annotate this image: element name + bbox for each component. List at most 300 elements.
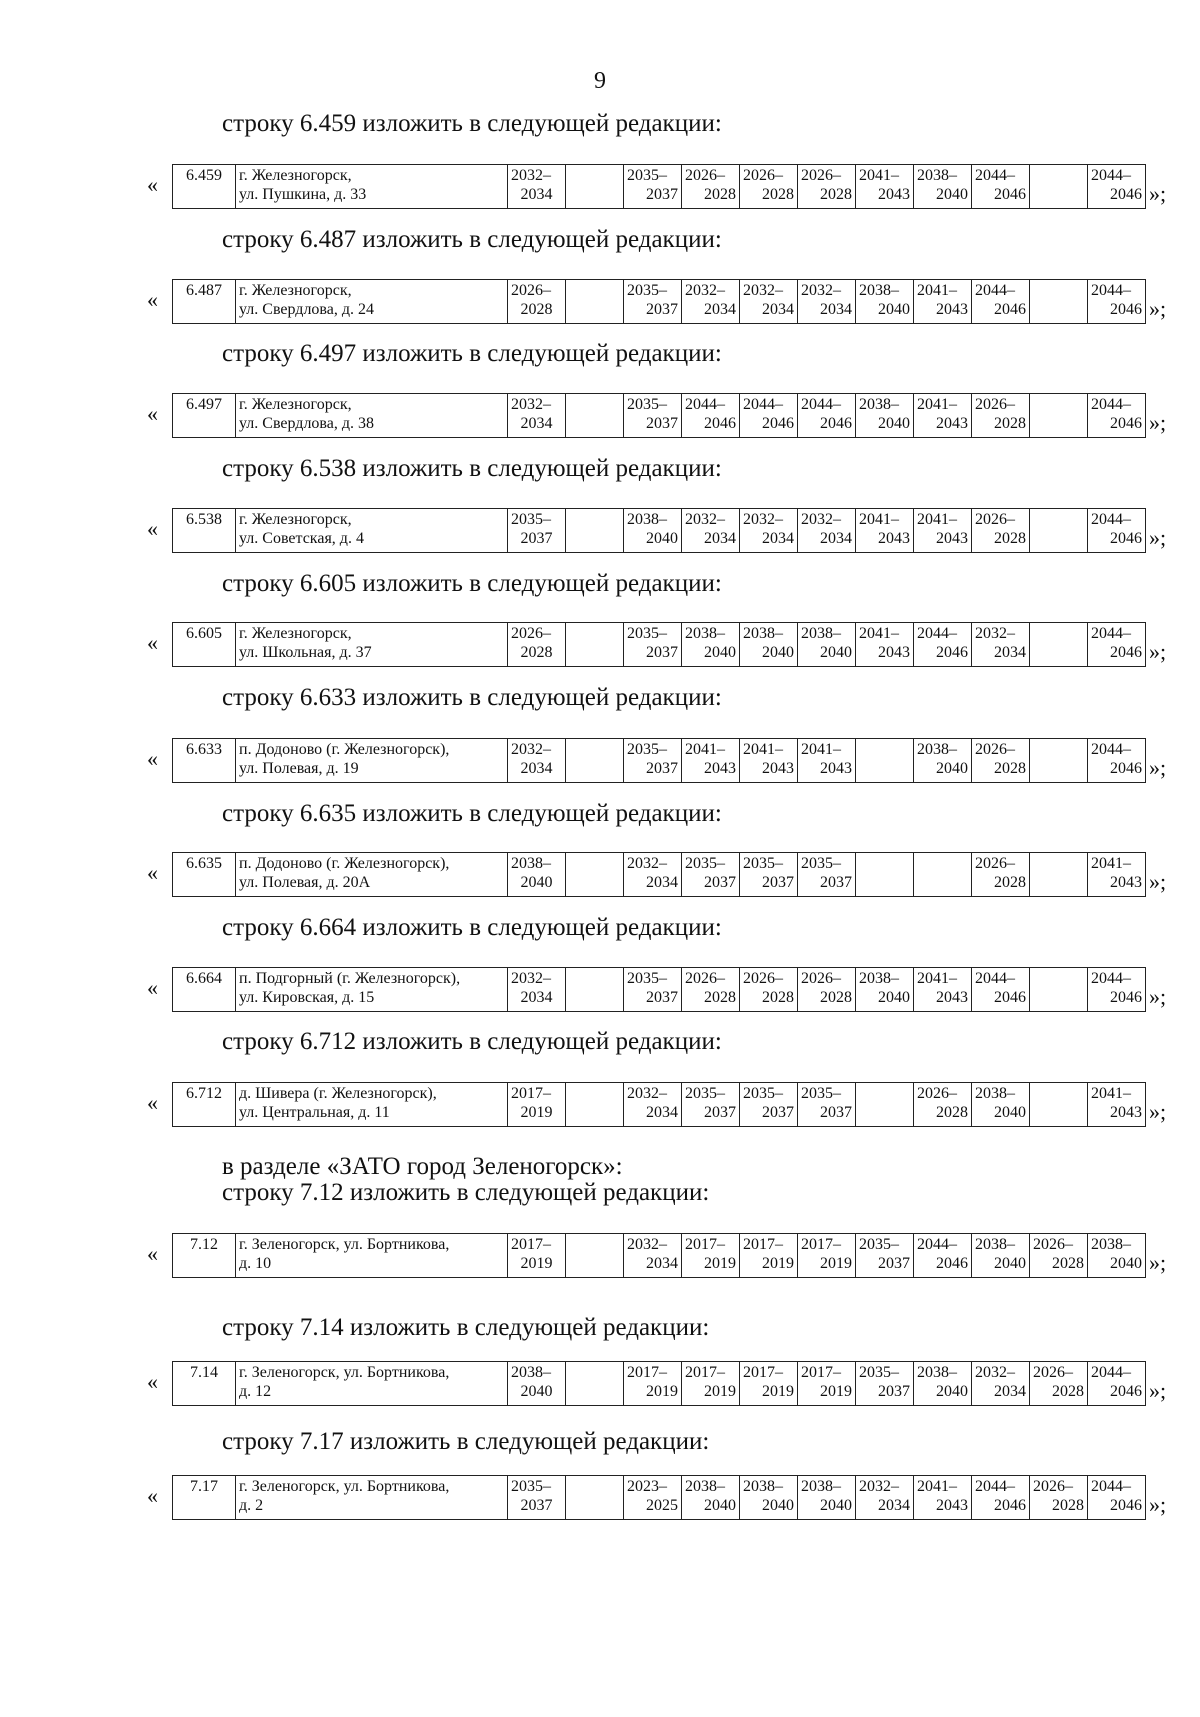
year-range-cell: [566, 1362, 624, 1406]
year-end: 2019: [704, 1255, 736, 1272]
address-line-2: ул. Свердлова, д. 38: [239, 415, 375, 432]
year-start: 2032–: [511, 167, 551, 184]
year-range-cell: [508, 509, 566, 553]
year-end: 2040: [878, 989, 910, 1006]
year-range-cell: [1088, 623, 1146, 667]
year-range-cell: [624, 1362, 682, 1406]
year-end: 2043: [936, 1497, 968, 1514]
entry-row: [0, 738, 1200, 784]
address-cell: [236, 853, 508, 897]
year-end: 2037: [520, 1497, 553, 1514]
year-end: [569, 1254, 620, 1273]
year-end: 2043: [704, 760, 736, 777]
year-start: [1033, 166, 1084, 185]
address-line-2: ул. Пушкина, д. 33: [239, 186, 367, 203]
year-start: 2035–: [801, 1085, 841, 1102]
table-row: [173, 968, 1146, 1012]
year-start: 2038–: [917, 167, 957, 184]
year-range-cell: [682, 968, 740, 1012]
year-range-cell: [856, 509, 914, 553]
year-end: 2040: [762, 1497, 794, 1514]
opening-quote: «: [147, 287, 158, 312]
address-cell: [236, 623, 508, 667]
year-start: 2041–: [859, 625, 899, 642]
entry-row: [0, 279, 1200, 325]
year-end: 2046: [936, 644, 968, 661]
year-start: 2026–: [511, 625, 551, 642]
closing-quote: »;: [1149, 1378, 1167, 1403]
year-start: 2041–: [917, 1478, 957, 1495]
year-range-cell: [856, 623, 914, 667]
year-range-cell: [914, 739, 972, 783]
year-start: [569, 281, 620, 300]
year-end: 2040: [994, 1255, 1026, 1272]
year-end: 2025: [646, 1497, 678, 1514]
address-line-1: г. Железногорск,: [239, 511, 352, 528]
address-cell: [236, 1234, 508, 1278]
year-range-cell: [856, 1083, 914, 1127]
address-line-2: ул. Центральная, д. 11: [239, 1104, 390, 1121]
year-start: 2038–: [859, 970, 899, 987]
year-end: 2043: [820, 760, 852, 777]
entry-row: [0, 967, 1200, 1013]
year-range-cell: [1088, 853, 1146, 897]
year-start: 2017–: [511, 1236, 551, 1253]
year-range-cell: [972, 1234, 1030, 1278]
year-start: 2032–: [627, 855, 667, 872]
year-start: 2035–: [627, 741, 667, 758]
year-start: 2026–: [917, 1085, 957, 1102]
year-end: 2046: [1110, 760, 1142, 777]
year-end: 2043: [936, 530, 968, 547]
address-cell: [236, 1476, 508, 1520]
year-end: 2034: [646, 874, 678, 891]
address-line-2: ул. Полевая, д. 19: [239, 760, 359, 777]
year-end: 2040: [936, 1383, 968, 1400]
year-range-cell: [566, 165, 624, 209]
year-range-cell: [1030, 1234, 1088, 1278]
address-line-1: п. Додоново (г. Железногорск),: [239, 741, 450, 758]
year-range-cell: [508, 1476, 566, 1520]
year-range-cell: [740, 1476, 798, 1520]
year-range-cell: [972, 394, 1030, 438]
year-start: [1033, 510, 1084, 529]
year-end: 2034: [762, 301, 794, 318]
year-start: 2023–: [627, 1478, 667, 1495]
year-end: 2037: [762, 874, 794, 891]
year-range-cell: [740, 739, 798, 783]
year-end: 2046: [994, 989, 1026, 1006]
address-line-2: д. 12: [239, 1383, 272, 1400]
year-range-cell: [740, 509, 798, 553]
year-end: 2037: [878, 1383, 910, 1400]
table-row: [173, 165, 1146, 209]
year-end: 2040: [936, 760, 968, 777]
year-start: 2038–: [917, 741, 957, 758]
year-range-cell: [914, 1362, 972, 1406]
year-end: [569, 873, 620, 892]
address-cell: [236, 394, 508, 438]
year-range-cell: [798, 394, 856, 438]
year-end: 2037: [820, 874, 852, 891]
year-end: 2037: [646, 644, 678, 661]
year-start: 2032–: [975, 1364, 1015, 1381]
year-start: [569, 510, 620, 529]
year-range-cell: [624, 394, 682, 438]
closing-quote: »;: [1149, 639, 1167, 664]
address-cell: [236, 165, 508, 209]
year-start: 2035–: [627, 396, 667, 413]
amendment-table: [172, 1082, 1146, 1127]
year-range-cell: [624, 165, 682, 209]
year-start: 2017–: [511, 1085, 551, 1102]
year-start: 2044–: [743, 396, 783, 413]
year-range-cell: [682, 1234, 740, 1278]
year-range-cell: [566, 968, 624, 1012]
year-end: [569, 988, 620, 1007]
year-start: 2041–: [1091, 1085, 1131, 1102]
year-range-cell: [508, 280, 566, 324]
year-start: 2032–: [685, 511, 725, 528]
year-range-cell: [508, 394, 566, 438]
year-end: 2028: [704, 989, 736, 1006]
year-range-cell: [1088, 394, 1146, 438]
year-start: [859, 854, 910, 873]
year-end: [859, 759, 910, 778]
row-number-cell: 7.12: [173, 1234, 236, 1278]
year-range-cell: [1088, 509, 1146, 553]
year-start: 2017–: [685, 1364, 725, 1381]
year-range-cell: [1030, 509, 1088, 553]
year-end: 2028: [520, 644, 553, 661]
year-start: [859, 740, 910, 759]
year-end: 2037: [646, 989, 678, 1006]
year-start: [1033, 1084, 1084, 1103]
table-row: [173, 623, 1146, 667]
year-start: 2026–: [1033, 1478, 1073, 1495]
year-range-cell: [624, 739, 682, 783]
year-end: 2046: [820, 415, 852, 432]
year-start: [569, 969, 620, 988]
year-range-cell: [740, 1362, 798, 1406]
year-end: 2028: [1052, 1383, 1084, 1400]
year-start: 2041–: [685, 741, 725, 758]
opening-quote: «: [147, 516, 158, 541]
year-end: 2043: [936, 301, 968, 318]
year-range-cell: [682, 1083, 740, 1127]
year-range-cell: [972, 739, 1030, 783]
year-start: 2017–: [743, 1364, 783, 1381]
address-cell: [236, 280, 508, 324]
year-range-cell: [508, 165, 566, 209]
year-start: 2032–: [743, 511, 783, 528]
year-range-cell: [624, 968, 682, 1012]
opening-quote: «: [147, 1241, 158, 1266]
year-end: 2037: [646, 760, 678, 777]
year-start: 2044–: [975, 167, 1015, 184]
table-row: [173, 509, 1146, 553]
year-end: [1033, 1103, 1084, 1122]
year-end: 2034: [646, 1104, 678, 1121]
year-end: 2034: [820, 530, 852, 547]
year-range-cell: [972, 165, 1030, 209]
year-end: 2028: [762, 186, 794, 203]
year-range-cell: [914, 968, 972, 1012]
table-row: [173, 853, 1146, 897]
year-start: 2026–: [511, 282, 551, 299]
year-start: 2038–: [685, 1478, 725, 1495]
year-start: 2038–: [859, 282, 899, 299]
year-range-cell: [972, 1083, 1030, 1127]
year-start: 2035–: [627, 282, 667, 299]
year-range-cell: [856, 739, 914, 783]
year-start: 2041–: [801, 741, 841, 758]
year-end: [859, 873, 910, 892]
year-range-cell: [1030, 1362, 1088, 1406]
year-end: 2028: [820, 186, 852, 203]
year-start: 2017–: [627, 1364, 667, 1381]
year-start: 2038–: [917, 1364, 957, 1381]
entry-heading: строку 7.14 изложить в следующей редакции:: [222, 1314, 710, 1341]
year-range-cell: [624, 509, 682, 553]
year-end: 2043: [936, 989, 968, 1006]
year-start: 2038–: [975, 1085, 1015, 1102]
address-line-1: г. Железногорск,: [239, 396, 352, 413]
row-number-cell: 7.14: [173, 1362, 236, 1406]
address-cell: [236, 968, 508, 1012]
year-range-cell: [508, 1083, 566, 1127]
year-end: 2037: [646, 301, 678, 318]
year-end: 2034: [520, 415, 553, 432]
year-start: 2044–: [1091, 970, 1131, 987]
year-end: 2028: [936, 1104, 968, 1121]
year-start: [1033, 395, 1084, 414]
address-line-2: ул. Свердлова, д. 24: [239, 301, 375, 318]
year-end: 2019: [762, 1255, 794, 1272]
year-range-cell: [972, 509, 1030, 553]
year-end: 2040: [520, 874, 553, 891]
opening-quote: «: [147, 975, 158, 1000]
year-end: 2034: [704, 301, 736, 318]
address-line-1: г. Зеленогорск, ул. Бортникова,: [239, 1236, 450, 1253]
row-number-cell: 7.17: [173, 1476, 236, 1520]
year-end: [569, 1382, 620, 1401]
year-start: 2032–: [859, 1478, 899, 1495]
year-range-cell: [682, 1476, 740, 1520]
year-range-cell: [1088, 165, 1146, 209]
year-range-cell: [1030, 165, 1088, 209]
year-range-cell: [682, 165, 740, 209]
year-range-cell: [740, 853, 798, 897]
year-range-cell: [566, 623, 624, 667]
year-end: 2028: [820, 989, 852, 1006]
year-start: 2026–: [685, 970, 725, 987]
year-range-cell: [566, 394, 624, 438]
amendment-table: [172, 393, 1146, 438]
year-start: 2041–: [1091, 855, 1131, 872]
year-end: 2043: [1110, 1104, 1142, 1121]
year-range-cell: [1088, 1362, 1146, 1406]
year-start: 2026–: [975, 511, 1015, 528]
year-range-cell: [682, 280, 740, 324]
closing-quote: »;: [1149, 1492, 1167, 1517]
entry-heading: строку 6.497 изложить в следующей редакции:: [222, 340, 722, 367]
year-end: 2019: [520, 1255, 553, 1272]
year-end: 2037: [520, 530, 553, 547]
year-start: 2038–: [511, 1364, 551, 1381]
year-end: 2043: [1110, 874, 1142, 891]
year-end: [569, 1103, 620, 1122]
year-end: 2034: [520, 760, 553, 777]
year-range-cell: [682, 509, 740, 553]
year-end: 2034: [762, 530, 794, 547]
year-range-cell: [508, 739, 566, 783]
year-end: 2040: [994, 1104, 1026, 1121]
year-start: 2032–: [685, 282, 725, 299]
year-start: 2038–: [801, 1478, 841, 1495]
year-start: 2035–: [743, 1085, 783, 1102]
year-start: 2017–: [743, 1236, 783, 1253]
year-end: 2043: [878, 186, 910, 203]
address-line-1: г. Зеленогорск, ул. Бортникова,: [239, 1364, 450, 1381]
year-end: 2040: [646, 530, 678, 547]
year-range-cell: [682, 739, 740, 783]
entry-heading: строку 7.12 изложить в следующей редакции:: [222, 1179, 710, 1206]
year-range-cell: [856, 165, 914, 209]
year-start: 2032–: [627, 1085, 667, 1102]
opening-quote: «: [147, 860, 158, 885]
address-cell: [236, 739, 508, 783]
year-range-cell: [740, 165, 798, 209]
year-end: 2040: [878, 415, 910, 432]
year-start: 2044–: [1091, 1478, 1131, 1495]
year-start: 2017–: [801, 1236, 841, 1253]
year-end: 2046: [1110, 530, 1142, 547]
row-number-cell: 6.459: [173, 165, 236, 209]
address-cell: [236, 1362, 508, 1406]
year-start: 2035–: [859, 1364, 899, 1381]
year-start: [569, 166, 620, 185]
year-start: 2044–: [1091, 511, 1131, 528]
address-line-2: ул. Школьная, д. 37: [239, 644, 372, 661]
entry-row: [0, 622, 1200, 668]
amendment-table: [172, 738, 1146, 783]
year-end: 2046: [1110, 1497, 1142, 1514]
year-start: 2041–: [917, 970, 957, 987]
closing-quote: »;: [1149, 755, 1167, 780]
year-end: [569, 185, 620, 204]
row-number-cell: 6.712: [173, 1083, 236, 1127]
year-end: 2037: [704, 1104, 736, 1121]
year-end: 2040: [878, 301, 910, 318]
closing-quote: »;: [1149, 869, 1167, 894]
year-start: 2044–: [917, 1236, 957, 1253]
year-range-cell: [798, 165, 856, 209]
amendment-table: [172, 279, 1146, 324]
year-end: 2046: [1110, 644, 1142, 661]
entry-row: [0, 1233, 1200, 1279]
year-end: 2019: [646, 1383, 678, 1400]
entry-row: [0, 852, 1200, 898]
year-end: 2040: [1110, 1255, 1142, 1272]
year-range-cell: [798, 1234, 856, 1278]
year-range-cell: [972, 623, 1030, 667]
year-start: 2044–: [1091, 741, 1131, 758]
year-start: 2038–: [975, 1236, 1015, 1253]
year-range-cell: [856, 1234, 914, 1278]
year-start: 2041–: [917, 511, 957, 528]
year-range-cell: [1030, 394, 1088, 438]
amendment-table: [172, 1361, 1146, 1406]
year-range-cell: [856, 1362, 914, 1406]
year-range-cell: [624, 1476, 682, 1520]
year-range-cell: [1030, 853, 1088, 897]
year-start: 2026–: [975, 741, 1015, 758]
year-range-cell: [624, 623, 682, 667]
year-start: 2041–: [859, 167, 899, 184]
year-start: 2035–: [859, 1236, 899, 1253]
year-end: [1033, 300, 1084, 319]
year-end: 2046: [762, 415, 794, 432]
year-end: 2019: [762, 1383, 794, 1400]
year-start: 2026–: [1033, 1364, 1073, 1381]
year-start: 2041–: [917, 282, 957, 299]
year-end: 2046: [1110, 186, 1142, 203]
year-start: 2044–: [1091, 396, 1131, 413]
year-start: [1033, 854, 1084, 873]
year-end: [569, 414, 620, 433]
year-range-cell: [914, 853, 972, 897]
year-start: 2035–: [743, 855, 783, 872]
address-line-2: д. 2: [239, 1497, 264, 1514]
opening-quote: «: [147, 1483, 158, 1508]
year-end: 2037: [878, 1255, 910, 1272]
year-range-cell: [914, 623, 972, 667]
year-end: 2046: [1110, 301, 1142, 318]
year-end: 2037: [762, 1104, 794, 1121]
year-range-cell: [1030, 739, 1088, 783]
table-row: [173, 394, 1146, 438]
entry-row: [0, 1361, 1200, 1407]
year-end: 2028: [1052, 1255, 1084, 1272]
page-number: 9: [594, 68, 606, 94]
year-start: 2035–: [685, 855, 725, 872]
year-end: 2034: [820, 301, 852, 318]
year-end: 2037: [646, 415, 678, 432]
year-range-cell: [914, 1234, 972, 1278]
year-end: 2046: [994, 186, 1026, 203]
year-end: [1033, 185, 1084, 204]
year-start: [569, 1363, 620, 1382]
year-end: 2028: [994, 760, 1026, 777]
year-end: 2040: [936, 186, 968, 203]
year-end: [1033, 988, 1084, 1007]
year-start: 2026–: [975, 396, 1015, 413]
year-end: 2019: [520, 1104, 553, 1121]
year-start: 2038–: [627, 511, 667, 528]
opening-quote: «: [147, 172, 158, 197]
entry-heading: строку 7.17 изложить в следующей редакции:: [222, 1428, 710, 1455]
year-start: 2038–: [743, 625, 783, 642]
year-range-cell: [682, 853, 740, 897]
closing-quote: »;: [1149, 410, 1167, 435]
entry-heading: строку 6.459 изложить в следующей редакции:: [222, 110, 722, 137]
year-range-cell: [740, 968, 798, 1012]
year-start: 2035–: [627, 167, 667, 184]
year-end: 2037: [820, 1104, 852, 1121]
year-range-cell: [856, 1476, 914, 1520]
year-end: 2034: [994, 1383, 1026, 1400]
